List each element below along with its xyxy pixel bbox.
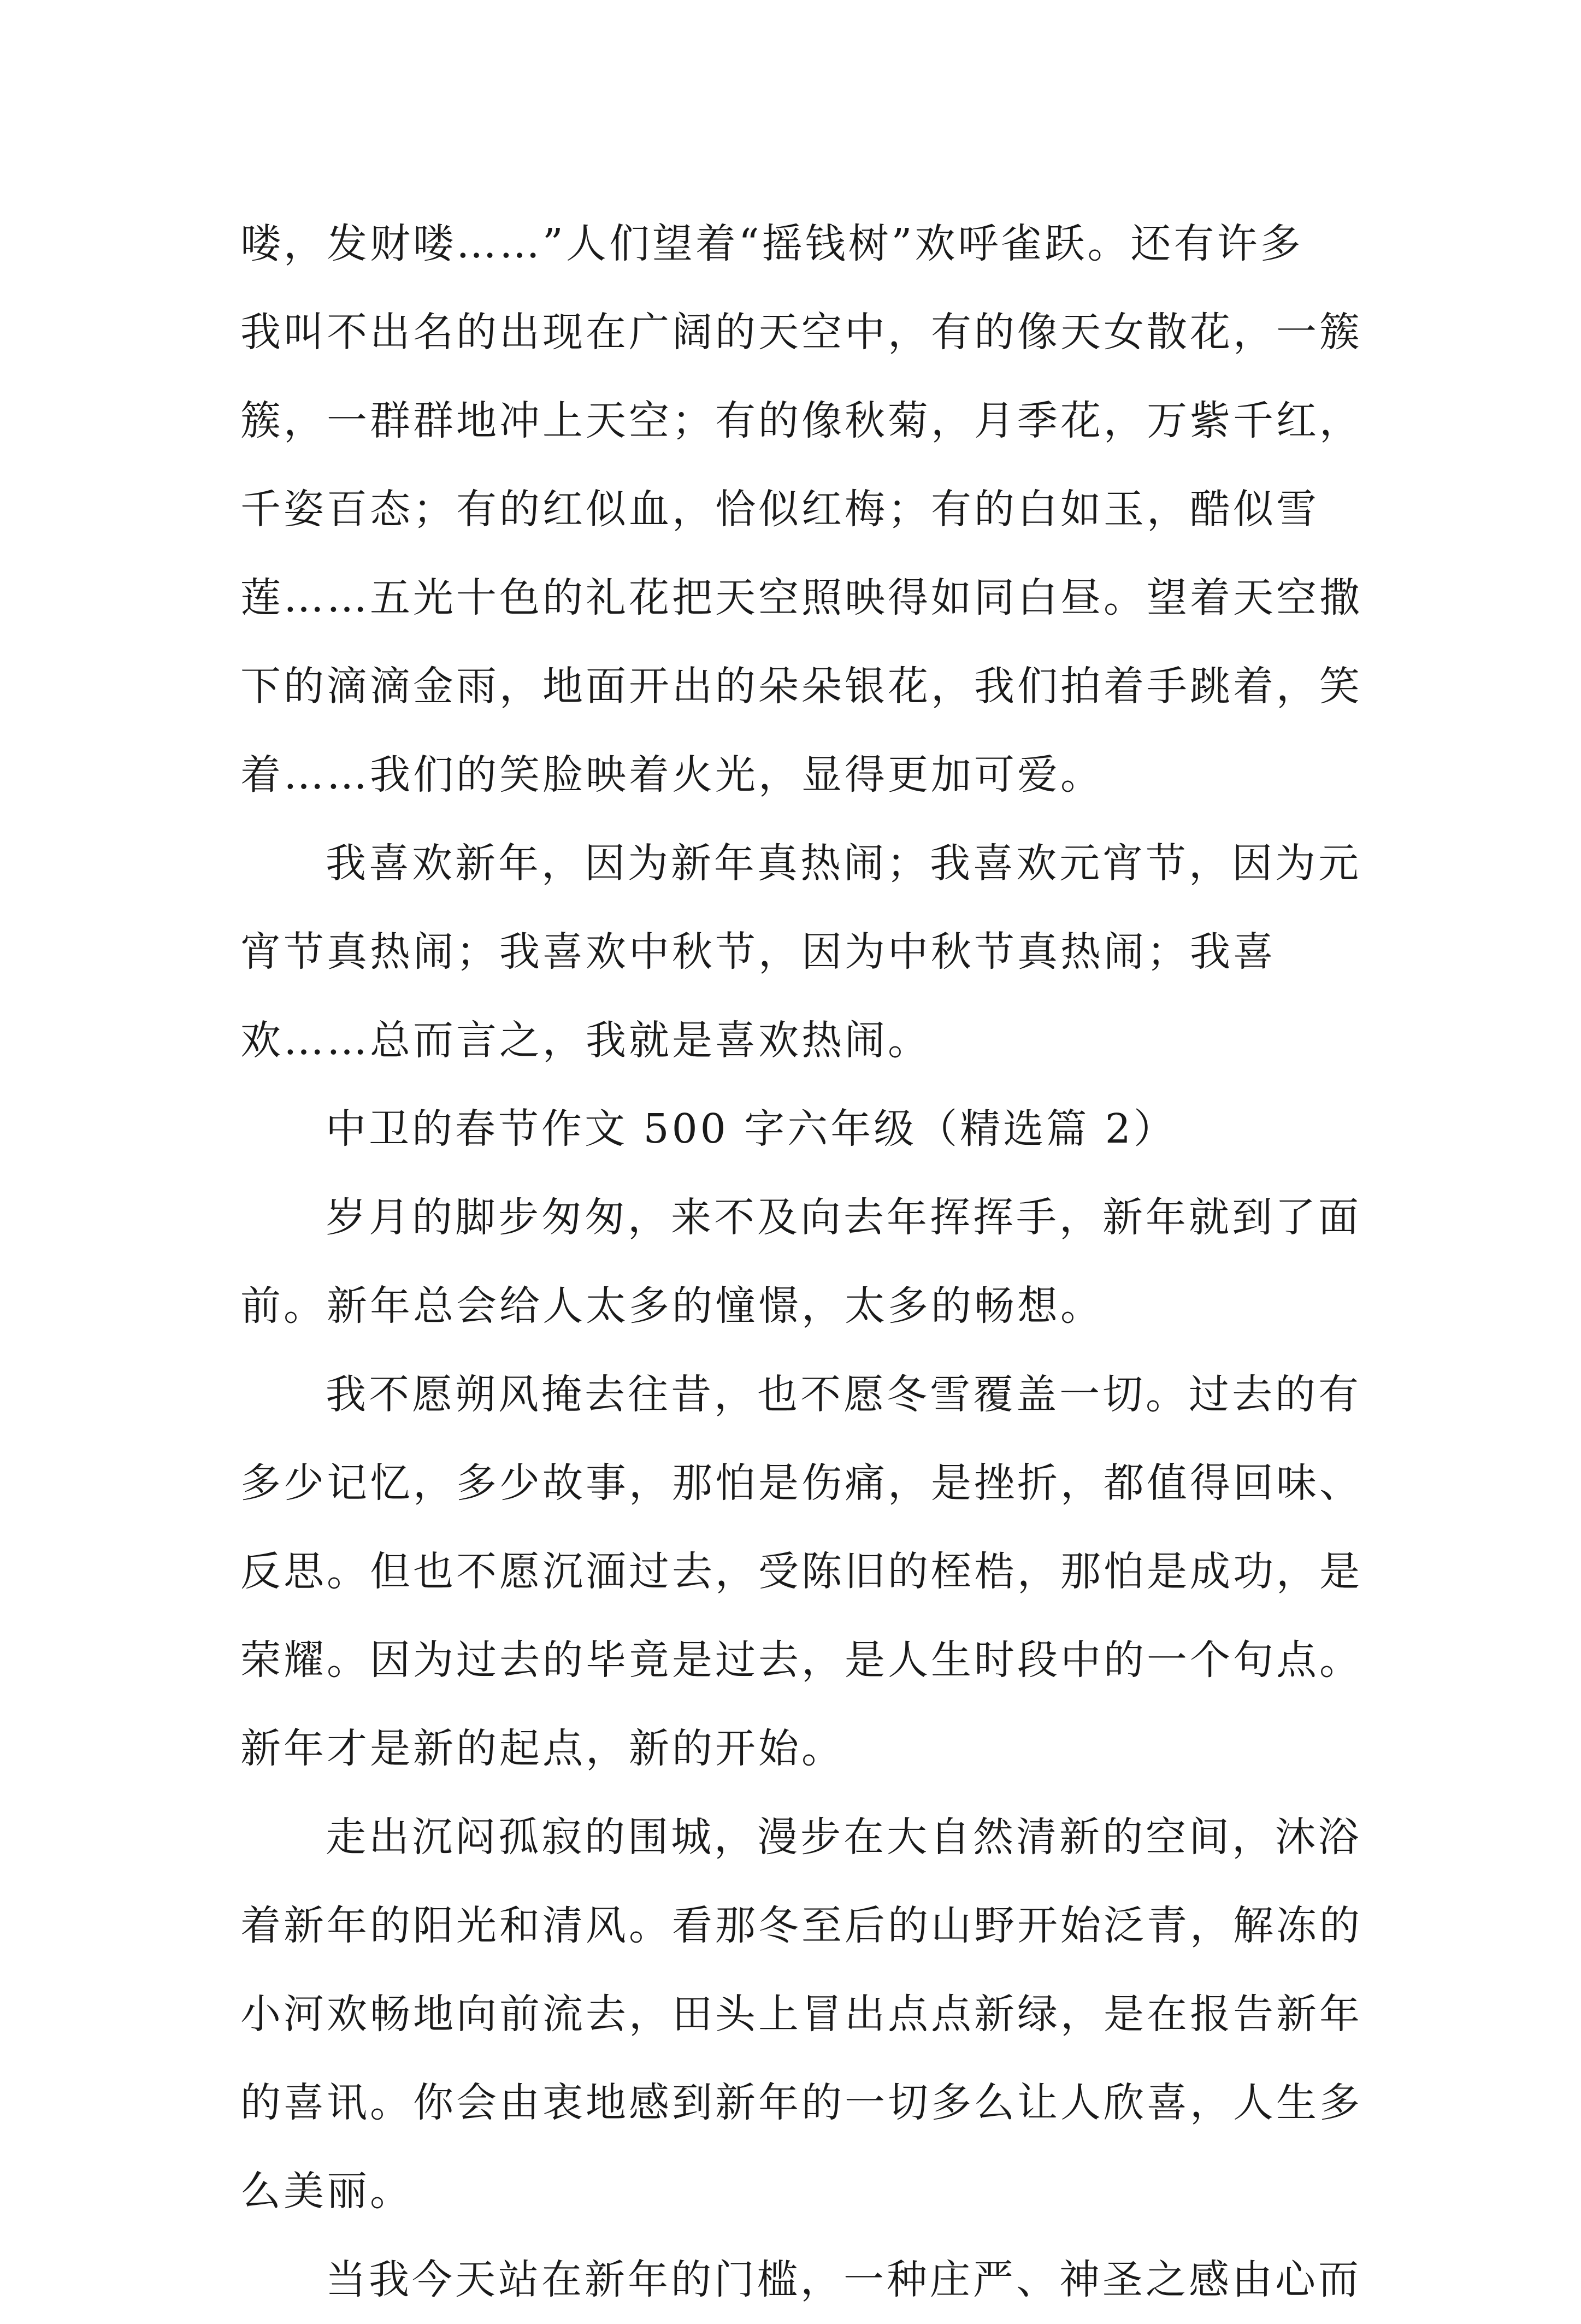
text-line: 着……我们的笑脸映着火光，显得更加可爱。 — [240, 751, 1104, 798]
text-line: 千姿百态；有的红似血，恰似红梅；有的白如玉，酷似雪 — [240, 486, 1319, 533]
text-line: 当我今天站在新年的门槛，一种庄严、神圣之感由心而 — [326, 2256, 1361, 2303]
text-line: 宵节真热闹；我喜欢中秋节，因为中秋节真热闹；我喜 — [240, 928, 1276, 975]
text-line: 反思。但也不愿沉湎过去，受陈旧的桎梏，那怕是成功，是 — [240, 1548, 1362, 1595]
text-line: 我叫不出名的出现在广阔的天空中，有的像天女散花，一簇 — [240, 309, 1362, 356]
text-line: 莲……五光十色的礼花把天空照映得如同白昼。望着天空撒 — [240, 574, 1362, 621]
text-line: 的喜讯。你会由衷地感到新年的一切多么让人欣喜，人生多 — [240, 2079, 1362, 2126]
text-line: 中卫的春节作文 500 字六年级（精选篇 2） — [326, 1105, 1177, 1152]
text-line: 喽，发财喽……”人们望着“摇钱树”欢呼雀跃。还有许多 — [240, 220, 1303, 267]
text-line: 走出沉闷孤寂的围城，漫步在大自然清新的空间，沐浴 — [326, 1814, 1361, 1861]
text-line: 我不愿朔风掩去往昔，也不愿冬雪覆盖一切。过去的有 — [326, 1371, 1361, 1418]
text-line: 下的滴滴金雨，地面开出的朵朵银花，我们拍着手跳着，笑 — [240, 663, 1362, 710]
text-line: 前。新年总会给人太多的憧憬，太多的畅想。 — [240, 1282, 1104, 1329]
text-line: 欢……总而言之，我就是喜欢热闹。 — [240, 1017, 931, 1064]
text-line: 荣耀。因为过去的毕竟是过去，是人生时段中的一个句点。 — [240, 1637, 1362, 1684]
text-line: 小河欢畅地向前流去，田头上冒出点点新绿，是在报告新年 — [240, 1991, 1362, 2038]
text-line: 岁月的脚步匆匆，来不及向去年挥挥手，新年就到了面 — [326, 1194, 1361, 1241]
text-line: 簇，一群群地冲上天空；有的像秋菊，月季花，万紫千红， — [240, 397, 1362, 444]
body-text — [240, 199, 1362, 2324]
text-line: 么美丽。 — [240, 2168, 413, 2215]
text-line: 我喜欢新年，因为新年真热闹；我喜欢元宵节，因为元 — [326, 840, 1361, 887]
text-line: 着新年的阳光和清风。看那冬至后的山野开始泛青，解冻的 — [240, 1902, 1362, 1949]
text-line: 多少记忆，多少故事，那怕是伤痛，是挫折，都值得回味、 — [240, 1460, 1362, 1507]
text-line: 新年才是新的起点，新的开始。 — [240, 1725, 845, 1772]
